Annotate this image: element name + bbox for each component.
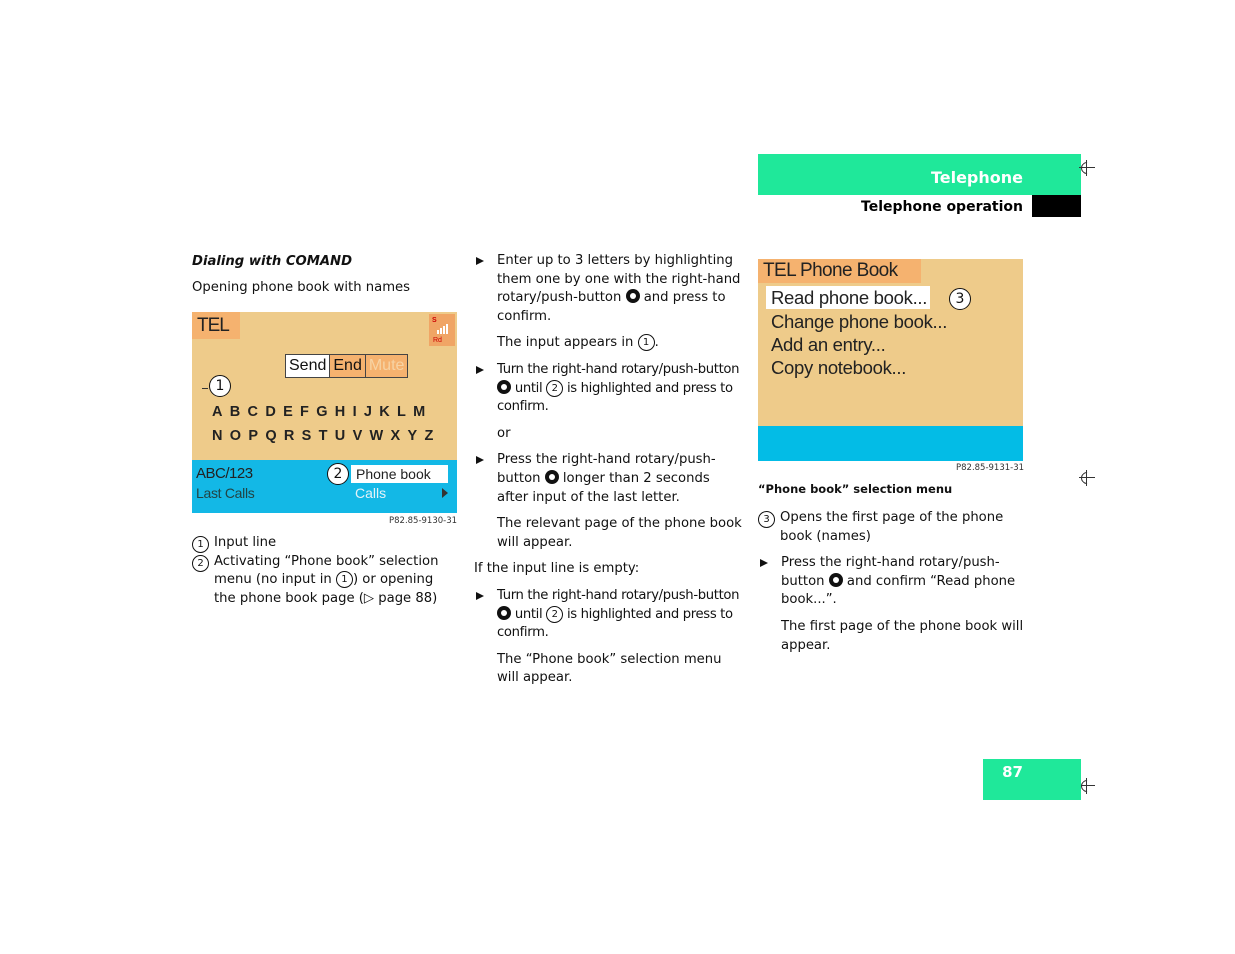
photo-id: P82.85-9131-31: [956, 463, 1025, 473]
screen-bottom-bar: [192, 460, 457, 513]
section-heading: Dialing with COMAND: [192, 254, 353, 269]
screen-bottom-bar: [758, 426, 1023, 461]
rotary-button-icon: [829, 573, 843, 587]
subsection-title: Telephone operation: [861, 199, 1023, 215]
input-line: [202, 388, 208, 389]
figure-caption: “Phone book” selection menu: [758, 482, 953, 496]
section-title: Telephone: [930, 168, 1023, 187]
end-button[interactable]: End: [330, 355, 365, 377]
result: The first page of the phone book will appear.: [781, 618, 1024, 653]
legend: [192, 534, 457, 608]
rotary-button-icon: [497, 380, 511, 394]
callout-2: 2: [327, 463, 349, 485]
result: The input appears in 1 .: [497, 335, 659, 351]
crop-mark-icon: [1079, 470, 1095, 486]
instructions: [758, 509, 1028, 655]
crop-mark-icon: [1079, 778, 1095, 794]
phone-book-option[interactable]: Phone book: [351, 465, 448, 483]
rotary-button-icon: [545, 470, 559, 484]
menu-item-copy-notebook[interactable]: Copy notebook...: [771, 357, 907, 378]
legend-item: 2 Activating “Phone book” selection menu (no input in 1 ) or opening the phone book page (▷ page 88): [192, 553, 457, 609]
last-calls-label[interactable]: Last Calls: [196, 485, 255, 501]
instructions: [474, 252, 744, 688]
crop-mark-icon: [1079, 160, 1095, 176]
step: Press the right-hand rotary/push-button longer than 2 seconds after input of the last letter.: [474, 451, 744, 507]
result: The “Phone book” selection menu will appear.: [497, 651, 722, 686]
legend-item: 1 Input line: [192, 534, 457, 553]
menu-item-change-phone-book[interactable]: Change phone book...: [771, 311, 948, 332]
menu-item-add-entry[interactable]: Add an entry...: [771, 334, 886, 355]
phone-book-menu-screen: [758, 259, 1023, 461]
step: Enter up to 3 letters by highlighting them one by one with the right-hand rotary/push-button and press to confirm.: [474, 252, 744, 326]
tel-input-screen: [192, 312, 457, 513]
signal-strength-icon: S Rd: [429, 314, 455, 346]
rotary-button-icon: [497, 606, 511, 620]
screen-title: TEL Phone Book: [758, 259, 921, 283]
call-buttons: [285, 354, 408, 378]
letters-row-1[interactable]: ABCDEFGHIJKLM: [212, 404, 433, 420]
result: The relevant page of the phone book will appear.: [497, 516, 742, 550]
mute-button[interactable]: Mute: [366, 355, 408, 377]
rotary-button-icon: [626, 289, 640, 303]
mode-label[interactable]: ABC/123: [196, 465, 253, 482]
calls-label[interactable]: Calls: [355, 485, 387, 501]
step: Press the right-hand rotary/push-button and confirm “Read phone book...”.: [758, 554, 1028, 610]
send-button[interactable]: Send: [286, 355, 330, 377]
screen-title: TEL: [192, 312, 240, 339]
page-number: 87: [1002, 763, 1023, 781]
note: If the input line is empty:: [474, 561, 640, 577]
step: Turn the right-hand rotary/push-button until 2 is highlighted and press to confirm.: [474, 587, 744, 643]
header-tab-marker: [1032, 195, 1081, 217]
legend-item: 3 Opens the first page of the phone book (names): [758, 509, 1028, 546]
letters-row-2[interactable]: NOPQRSTUVWXYZ: [212, 428, 441, 444]
or-label: or: [497, 425, 511, 441]
callout-3: 3: [949, 288, 971, 310]
callout-1: 1: [209, 375, 231, 397]
section-subheading: Opening phone book with names: [192, 280, 411, 295]
photo-id: P82.85-9130-31: [389, 516, 458, 526]
arrow-right-icon: [442, 488, 448, 498]
step: Turn the right-hand rotary/push-button until 2 is highlighted and press to confirm.: [474, 361, 744, 417]
menu-item-read-phone-book[interactable]: Read phone book...: [766, 286, 930, 309]
